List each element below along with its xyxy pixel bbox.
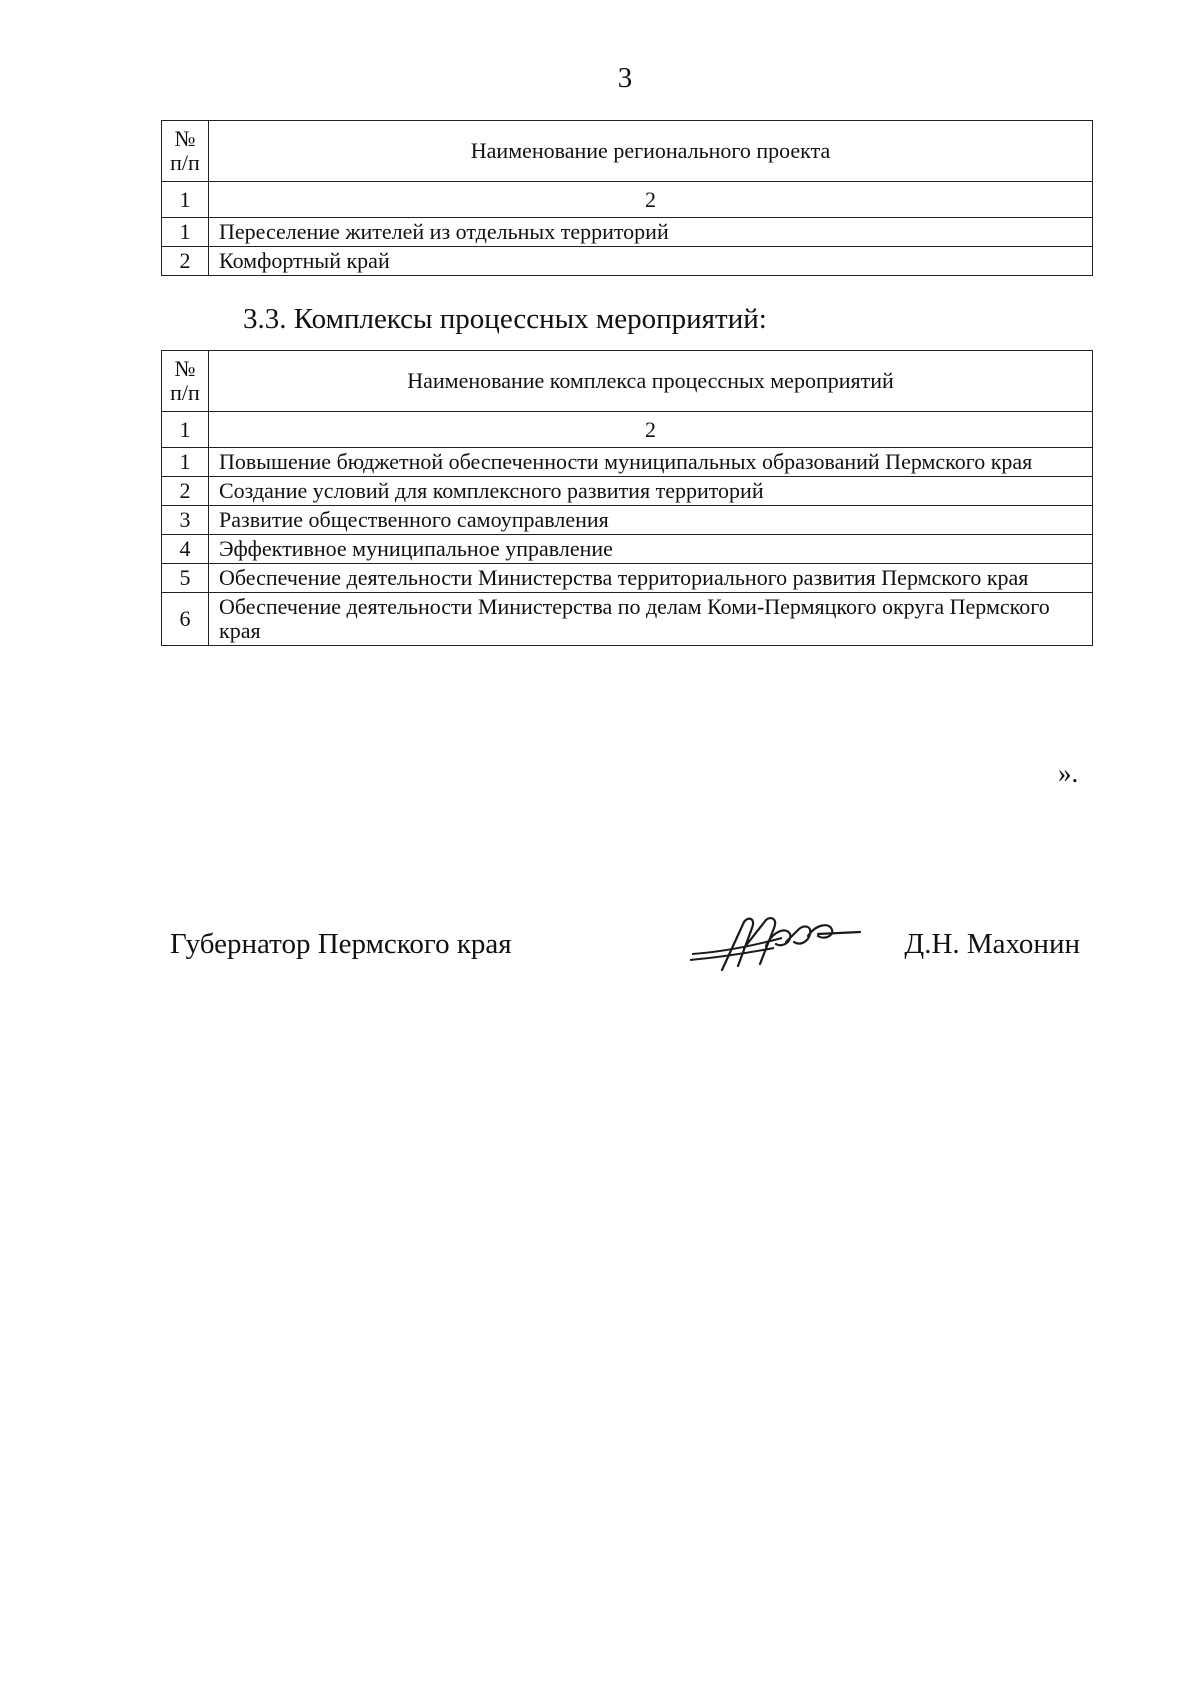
row-num-cell: 2: [162, 247, 209, 276]
row-name-cell: Эффективное муниципальное управление: [209, 535, 1093, 564]
table-row: [162, 247, 1093, 276]
row-name-cell: Повышение бюджетной обеспеченности муниципальных образований Пермского края: [209, 448, 1093, 477]
row-name-cell: Создание условий для комплексного развития территорий: [209, 477, 1093, 506]
signer-position: Губернатор Пермского края: [170, 928, 512, 960]
row-num-cell: 3: [162, 506, 209, 535]
row-num-cell: 1: [162, 448, 209, 477]
column-number-cell: 2: [209, 412, 1093, 448]
table-row: [162, 477, 1093, 506]
row-name-cell: Переселение жителей из отдельных территорий: [209, 218, 1093, 247]
column-number-cell: 1: [162, 412, 209, 448]
row-name-cell: Комфортный край: [209, 247, 1093, 276]
row-name-cell: Обеспечение деятельности Министерства территориального развития Пермского края: [209, 564, 1093, 593]
row-num-cell: 5: [162, 564, 209, 593]
header-name-cell: Наименование регионального проекта: [209, 121, 1093, 182]
closing-quote: ».: [1058, 758, 1079, 788]
row-name-cell: Обеспечение деятельности Министерства по делам Коми-Пермяцкого округа Пермского края: [209, 593, 1093, 646]
table-row: [162, 564, 1093, 593]
column-number-cell: 1: [162, 182, 209, 218]
table-header-row: [162, 351, 1093, 412]
table-row: [162, 218, 1093, 247]
table-row: [162, 506, 1093, 535]
table-row: [162, 448, 1093, 477]
page-number: 3: [617, 62, 633, 94]
process-measures-table: [161, 350, 1093, 646]
row-name-cell: Развитие общественного самоуправления: [209, 506, 1093, 535]
table-header-row: [162, 121, 1093, 182]
column-number-cell: 2: [209, 182, 1093, 218]
section-heading: 3.3. Комплексы процессных мероприятий:: [243, 303, 767, 335]
signature-block: [170, 922, 1080, 992]
regional-projects-table: [161, 120, 1093, 276]
row-num-cell: 4: [162, 535, 209, 564]
table-row: [162, 535, 1093, 564]
header-num-cell: № п/п: [162, 121, 209, 182]
row-num-cell: 2: [162, 477, 209, 506]
row-num-cell: 1: [162, 218, 209, 247]
row-num-cell: 6: [162, 593, 209, 646]
header-num-cell: № п/п: [162, 351, 209, 412]
table-row: [162, 593, 1093, 646]
handwritten-signature-icon: [682, 908, 862, 978]
column-numbers-row: [162, 182, 1093, 218]
header-name-cell: Наименование комплекса процессных мероприятий: [209, 351, 1093, 412]
column-numbers-row: [162, 412, 1093, 448]
signer-name: Д.Н. Махонин: [904, 928, 1080, 960]
